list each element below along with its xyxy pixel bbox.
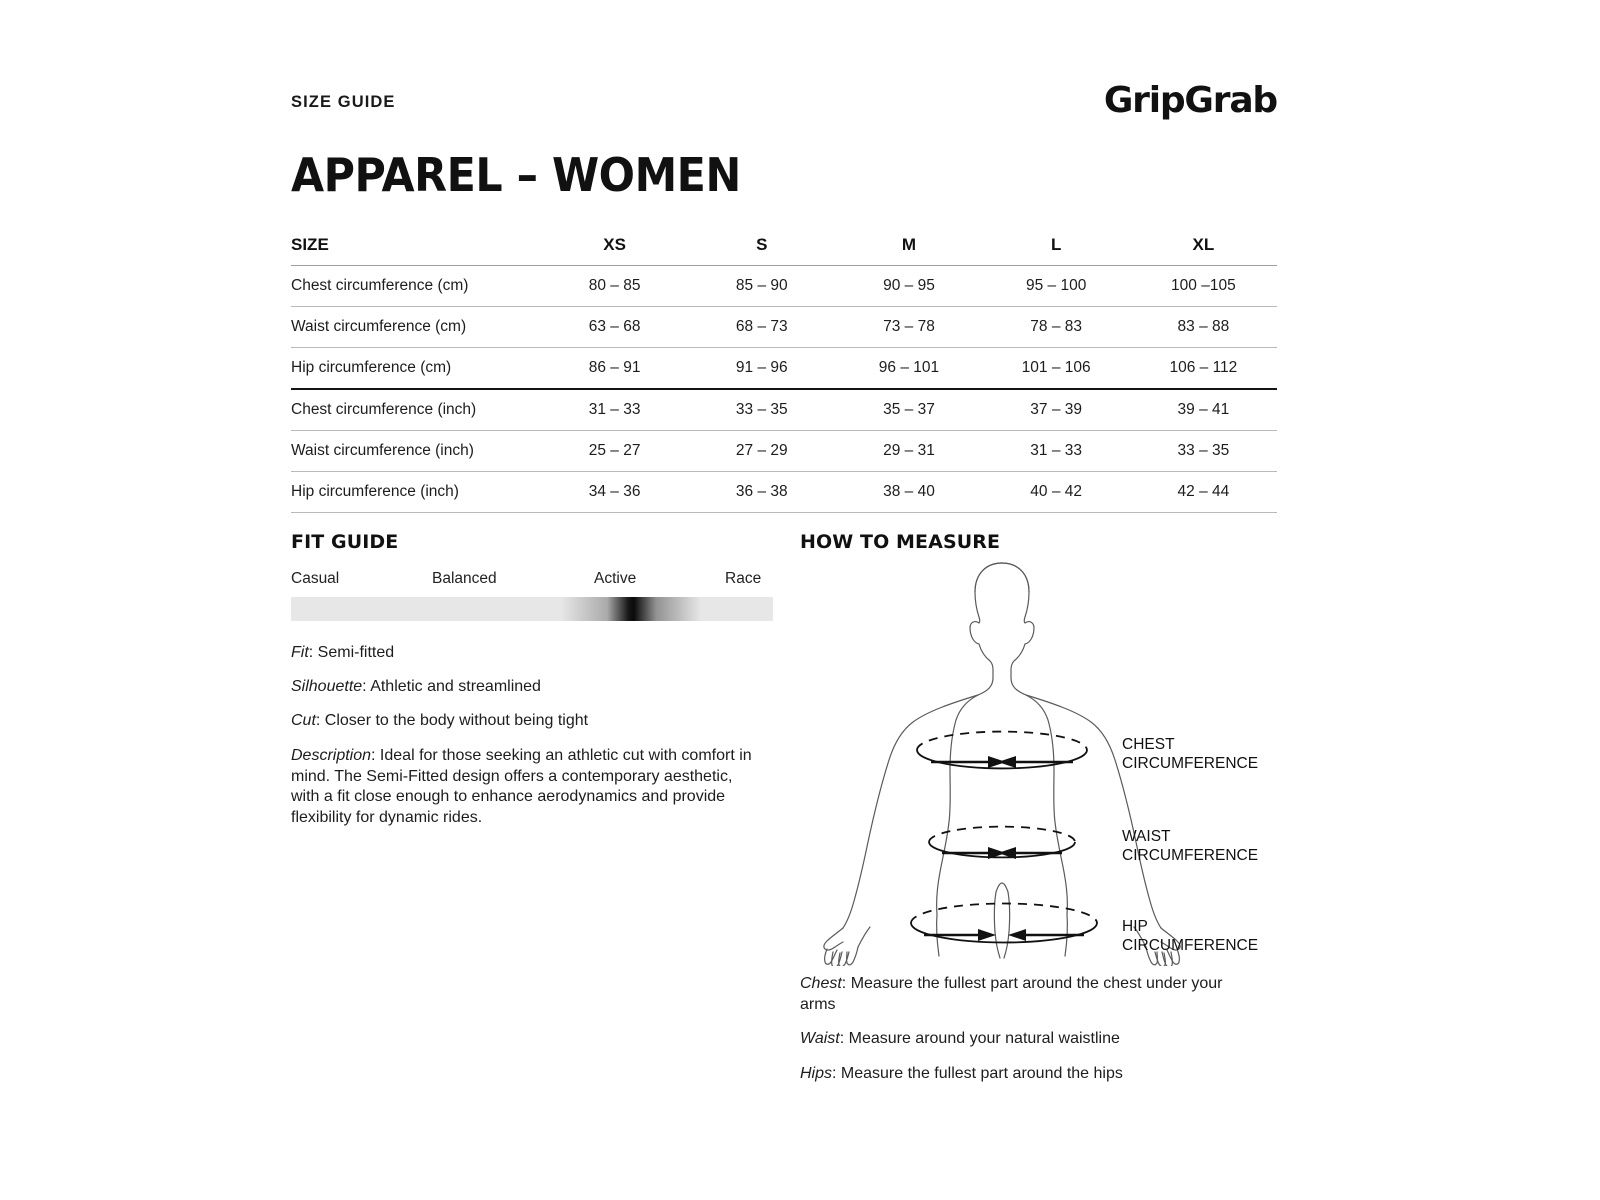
fit-scale-marker [561,597,701,621]
table-row [291,431,1277,472]
row-label: Waist circumference (inch) [291,431,541,472]
cell-l: 101 – 106 [983,348,1130,390]
row-label: Chest circumference (inch) [291,389,541,431]
cell-l: 40 – 42 [983,472,1130,513]
fit-guide-heading: FIT GUIDE [291,531,399,553]
body-measurement-diagram [800,556,1270,966]
chest-ellipse-back [917,732,1087,750]
fit-scale-bar [291,597,773,621]
row-label: Hip circumference (cm) [291,348,541,390]
fit-attribute-sep: : [315,712,325,729]
row-label: Waist circumference (cm) [291,307,541,348]
fit-scale-label-active: Active [594,570,637,587]
table-header-row [291,228,1277,266]
cell-xs: 25 – 27 [541,431,688,472]
cell-xl: 83 – 88 [1130,307,1277,348]
fit-scale-label-race: Race [725,570,762,587]
table-row [291,266,1277,307]
cell-m: 96 – 101 [835,348,982,390]
cell-m: 73 – 78 [835,307,982,348]
row-label: Chest circumference (cm) [291,277,469,294]
hip-ellipse-back [911,904,1097,924]
table-row [291,307,1277,348]
cell-s: 27 – 29 [688,431,835,472]
measure-note-value: Measure around your natural waistline [848,1030,1120,1047]
cell-m: 35 – 37 [835,389,982,431]
fit-attribute-sep: : [308,644,318,661]
column-header-m: M [835,228,982,266]
measure-note-sep: : [832,1064,841,1082]
cell-s: 85 – 90 [735,277,788,294]
column-header-xs: XS [541,228,688,266]
size-chart-table [291,228,1277,513]
fit-attribute-value: Closer to the body without being tight [324,712,589,729]
measure-note-sep: : [841,975,851,992]
hip-label-line1: HIP [1122,918,1148,935]
waist-label-line1: WAIST [1122,828,1171,845]
chest-ellipse-front [917,750,1087,768]
measure-note-key: Chest [800,975,842,992]
measure-note-key: Waist [800,1030,840,1047]
measure-notes [800,974,1240,1098]
fit-attribute-cut [291,711,761,731]
fit-attribute-key: Fit [291,644,309,661]
hip-label-line2: CIRCUMFERENCE [1122,937,1259,954]
row-label: Hip circumference (inch) [291,472,541,513]
column-header-s: S [688,228,835,266]
body-figure-svg [800,556,1270,966]
hip-measurement-ellipse [911,904,1097,943]
waist-label-line2: CIRCUMFERENCE [1122,847,1259,864]
table-row [291,389,1277,431]
cell-l: 31 – 33 [983,431,1130,472]
fit-attribute-sep: : [362,678,371,695]
measure-note-value: Measure the fullest part around the chest under your arms [800,975,1223,1013]
fit-scale-label-casual: Casual [291,570,340,587]
waist-ellipse-front [929,842,1075,857]
waist-measurement-ellipse [929,827,1075,859]
cell-s: 91 – 96 [688,348,835,390]
column-header-xl: XL [1130,228,1277,266]
chest-label-line2: CIRCUMFERENCE [1122,755,1259,772]
chest-label-line1: CHEST [1122,736,1175,753]
fit-attribute-key: Cut [291,712,316,729]
cell-xs: 86 – 91 [541,348,688,390]
cell-s: 68 – 73 [688,307,835,348]
cell-l: 37 – 39 [983,389,1130,431]
measure-note-key: Hips [800,1064,833,1082]
cell-xl: 39 – 41 [1130,389,1277,431]
hip-ellipse-front [911,923,1097,943]
fit-description-value: Ideal for those seeking an athletic cut with comfort in mind. The Semi-Fitted design offers a contemporary aesthetic, with a fit close enough to enhance aerodynamics and provide flexibility for dynamic rides. [291,747,752,826]
cell-l: 78 – 83 [983,307,1130,348]
measure-note-chest [800,974,1240,1015]
cell-xl: 100 –105 [1171,277,1236,294]
cell-xl: 42 – 44 [1130,472,1277,513]
measure-note-hips [800,1064,1240,1085]
cell-xs: 31 – 33 [541,389,688,431]
cell-s: 33 – 35 [688,389,835,431]
cell-m: 90 – 95 [883,277,935,294]
cell-xl: 106 – 112 [1130,348,1277,390]
fit-description-sep: : [371,747,380,764]
table-row [291,348,1277,390]
fit-description-key: Description [291,747,372,764]
cell-xs: 34 – 36 [541,472,688,513]
hip-arrow-right-head [1008,929,1026,941]
cell-m: 38 – 40 [835,472,982,513]
fit-scale-labels [291,570,773,592]
chest-measurement-ellipse [917,732,1087,769]
cell-xl: 33 – 35 [1130,431,1277,472]
measure-note-value: Measure the fullest part around the hips [840,1064,1123,1082]
fit-description [291,746,761,828]
cell-l: 95 – 100 [1025,277,1087,294]
waist-ellipse-back [929,827,1075,842]
cell-s: 36 – 38 [688,472,835,513]
fit-attribute-value: Semi-fitted [317,644,395,661]
fit-attribute-key: Silhouette [291,678,363,695]
measure-note-sep: : [839,1030,849,1047]
cell-xs: 63 – 68 [541,307,688,348]
how-to-measure-heading: HOW TO MEASURE [800,531,1001,553]
fit-attributes [291,643,761,828]
brand-logo: GripGrab [1103,80,1277,121]
diagram-labels [1122,736,1258,954]
column-header-size: SIZE [291,228,541,266]
page-title: APPAREL – WOMEN [291,148,741,202]
hip-arrow-left-head [978,929,996,941]
measure-note-waist [800,1029,1240,1050]
fit-attribute-value: Athletic and streamlined [370,678,541,695]
chest-arrow-right-head [998,756,1016,768]
table-row [291,472,1277,513]
fit-scale-label-balanced: Balanced [432,570,497,587]
page-kicker: SIZE GUIDE [291,93,396,111]
fit-attribute-silhouette [291,677,761,697]
cell-m: 29 – 31 [835,431,982,472]
cell-xs: 80 – 85 [588,277,641,294]
fit-attribute-fit [291,643,761,663]
page-header [291,80,1277,123]
column-header-l: L [983,228,1130,266]
